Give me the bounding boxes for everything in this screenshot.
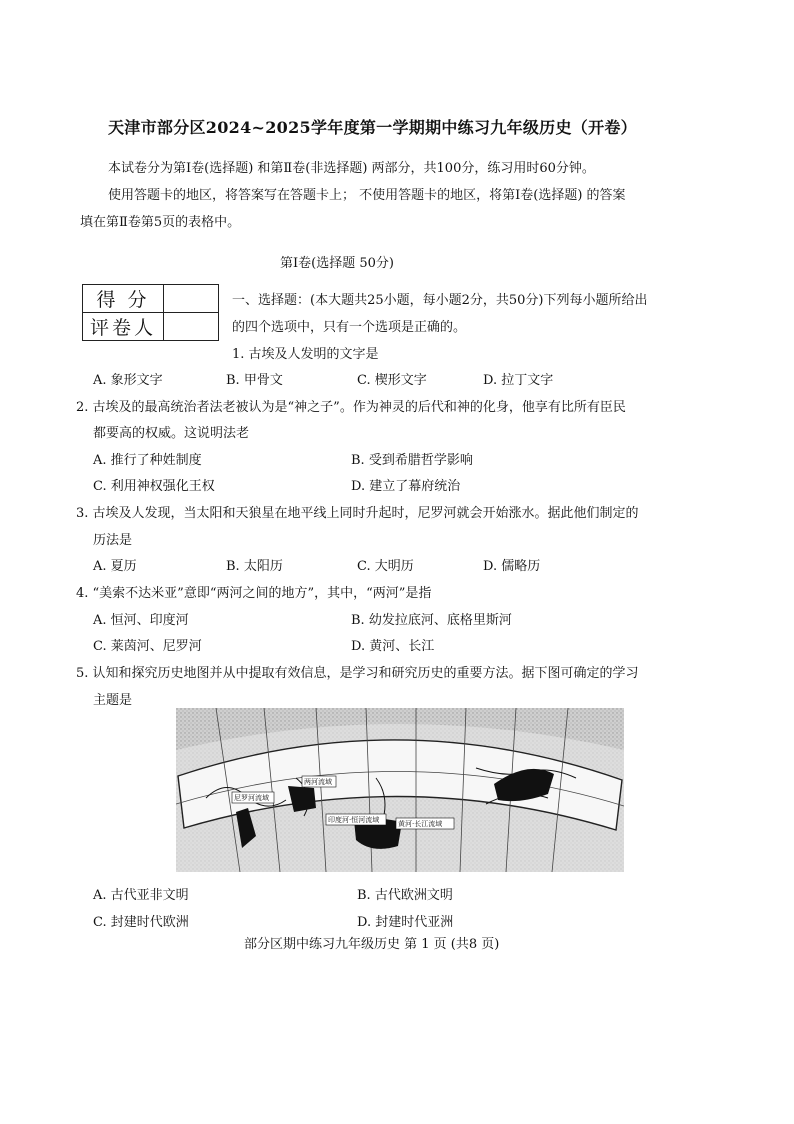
q5-option-a: A. 古代亚非文明 [93, 888, 189, 903]
map-label-mesopotamia: 两河流域 [304, 778, 332, 786]
q3-option-b: B. 太阳历 [226, 559, 283, 574]
q2-option-d: D. 建立了幕府统治 [351, 479, 461, 494]
intro-line-1: 本试卷分为第Ⅰ卷(选择题) 和第Ⅱ卷(非选择题) 两部分，共100分，练习用时60分钟。 [108, 161, 595, 176]
q4-option-a: A. 恒河、印度河 [93, 613, 189, 628]
intro-line-3: 填在第Ⅱ卷第5页的表格中。 [80, 215, 241, 230]
q2-option-c: C. 利用神权强化王权 [93, 479, 215, 494]
q1-stem: 1. 古埃及人发明的文字是 [232, 347, 379, 362]
q2-stem-line-1: 2. 古埃及的最高统治者法老被认为是“神之子”。作为神灵的后代和神的化身，他享有比所有臣民 [76, 400, 626, 415]
q3-option-c: C. 大明历 [357, 559, 414, 574]
score-label: 得 分 [83, 285, 164, 313]
q5-option-c: C. 封建时代欧洲 [93, 915, 189, 930]
q5-option-b: B. 古代欧洲文明 [357, 888, 453, 903]
q5-option-d: D. 封建时代亚洲 [357, 915, 454, 930]
q4-option-b: B. 幼发拉底河、底格里斯河 [351, 613, 512, 628]
q1-option-a: A. 象形文字 [93, 373, 163, 388]
page-title: 天津市部分区2024~2025学年度第一学期期中练习九年级历史（开卷） [108, 118, 637, 137]
q2-stem-line-2: 都要高的权威。这说明法老 [93, 426, 250, 441]
part-intro-line-1: 一、选择题：(本大题共25小题，每小题2分，共50分)下列每小题所给出 [232, 293, 648, 308]
intro-line-2: 使用答题卡的地区，将答案写在答题卡上； 不使用答题卡的地区，将第Ⅰ卷(选择题) 的答案 [108, 188, 626, 203]
q4-stem: 4. “美索不达米亚”意即“两河之间的地方”，其中，“两河”是指 [76, 586, 432, 601]
part-intro-line-2: 的四个选项中，只有一个选项是正确的。 [232, 320, 467, 335]
q5-stem-line-1: 5. 认知和探究历史地图并从中提取有效信息，是学习和研究历史的重要方法。据下图可确定的学习 [76, 666, 639, 681]
q5-stem-line-2: 主题是 [93, 693, 133, 708]
q2-option-a: A. 推行了种姓制度 [93, 453, 202, 468]
grader-label: 评卷人 [83, 313, 164, 341]
q3-option-d: D. 儒略历 [483, 559, 541, 574]
map-label-nile: 尼罗河流域 [234, 794, 269, 802]
score-cell [164, 285, 219, 313]
q3-stem-line-2: 历法是 [93, 533, 133, 548]
q3-stem-line-1: 3. 古埃及人发现，当太阳和天狼星在地平线上同时升起时，尼罗河就会开始涨水。据此他们制定的 [76, 506, 639, 521]
q4-option-d: D. 黄河、长江 [351, 639, 435, 654]
page-footer: 部分区期中练习九年级历史 第 1 页 (共8 页) [244, 937, 500, 952]
q1-option-d: D. 拉丁文字 [483, 373, 554, 388]
q4-option-c: C. 莱茵河、尼罗河 [93, 639, 202, 654]
q1-option-b: B. 甲骨文 [226, 373, 283, 388]
score-box [82, 284, 219, 341]
grader-cell [164, 313, 219, 341]
q3-option-a: A. 夏历 [93, 559, 137, 574]
ancient-civilizations-map [176, 708, 624, 872]
q2-option-b: B. 受到希腊哲学影响 [351, 453, 473, 468]
map-label-indus-ganges: 印度河·恒河流域 [328, 816, 380, 824]
section-heading: 第Ⅰ卷(选择题 50分) [280, 256, 394, 271]
q1-option-c: C. 楔形文字 [357, 373, 427, 388]
map-label-yellow-yangtze: 黄河·长江流域 [398, 820, 443, 828]
